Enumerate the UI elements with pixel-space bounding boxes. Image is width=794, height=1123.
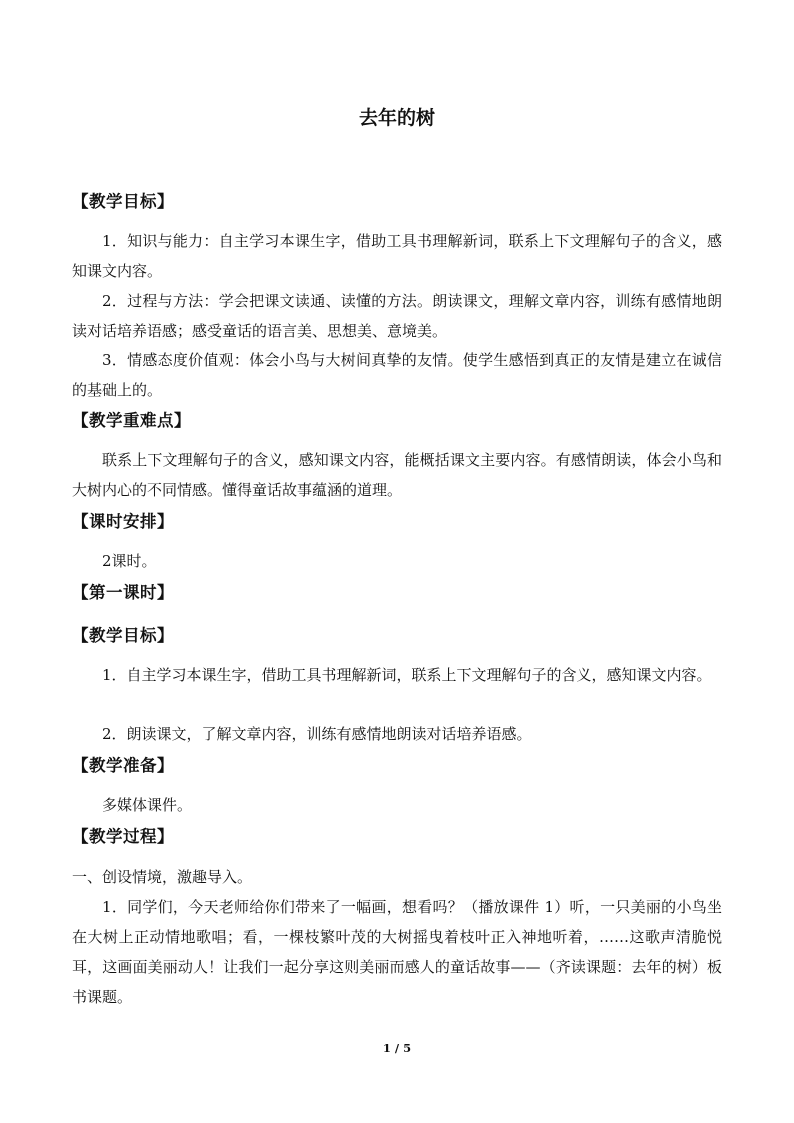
schedule-text: 2课时。 bbox=[102, 552, 157, 570]
lesson-1-goal-item-1: 1．自主学习本课生字，借助工具书理解新词，联系上下文理解句子的含义，感知课文内容。 bbox=[102, 666, 712, 684]
section-heading-preparation: 【教学准备】 bbox=[72, 756, 174, 775]
section-heading-schedule: 【课时安排】 bbox=[72, 512, 174, 531]
key-points-text: 联系上下文理解句子的含义，感知课文内容，能概括课文主要内容。有感情朗读，体会小鸟和大树内心的不同情感。懂得童话故事蕴涵的道理。 bbox=[72, 451, 722, 499]
section-heading-lesson-1-goals: 【教学目标】 bbox=[72, 626, 174, 645]
preparation-text: 多媒体课件。 bbox=[102, 796, 193, 814]
page-number: 1 / 5 bbox=[382, 1041, 412, 1055]
section-heading-lesson-1: 【第一课时】 bbox=[72, 583, 174, 602]
document-title: 去年的树 bbox=[358, 107, 435, 129]
process-step-1-item-1: 1．同学们，今天老师给你们带来了一幅画，想看吗？（播放课件 1）听，一只美丽的小鸟坐在大树上正动情地歌唱；看，一棵枝繁叶茂的大树摇曳着枝叶正入神地听着，……这歌声清脆悦耳，这画面美丽动人！让我们一起分享这则美丽而感人的童话故事——（齐读课题：去年的树）板书课题。 bbox=[72, 898, 722, 1006]
goal-item-1: 1．知识与能力：自主学习本课生字，借助工具书理解新词，联系上下文理解句子的含义，感知课文内容。 bbox=[72, 232, 722, 280]
section-heading-process: 【教学过程】 bbox=[72, 827, 174, 846]
process-step-1: 一、创设情境，激趣导入。 bbox=[72, 868, 253, 886]
section-heading-key-points: 【教学重难点】 bbox=[72, 411, 191, 430]
section-heading-teaching-goals: 【教学目标】 bbox=[72, 192, 174, 211]
goal-item-2: 2．过程与方法：学会把课文读通、读懂的方法。朗读课文，理解文章内容，训练有感情地朗读对话培养语感；感受童话的语言美、思想美、意境美。 bbox=[72, 292, 722, 340]
lesson-1-goal-item-2: 2．朗读课文，了解文章内容，训练有感情地朗读对话培养语感。 bbox=[102, 725, 532, 743]
goal-item-3: 3．情感态度价值观：体会小鸟与大树间真挚的友情。使学生感悟到真正的友情是建立在诚信的基础上的。 bbox=[72, 351, 722, 399]
